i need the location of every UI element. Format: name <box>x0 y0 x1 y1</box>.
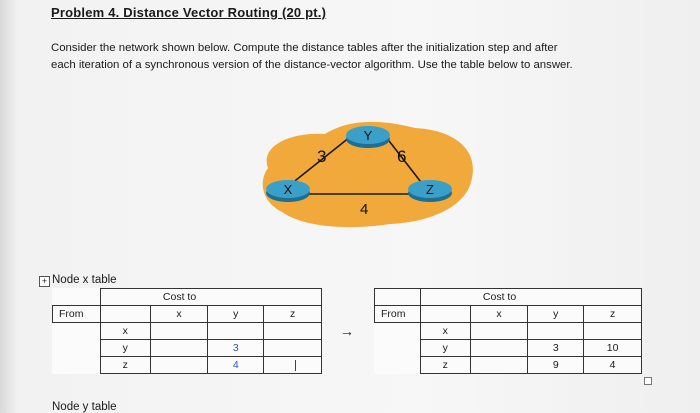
node-z-label: Z <box>426 182 434 197</box>
table-cell[interactable]: 9 <box>528 357 584 374</box>
table-cell[interactable] <box>528 323 584 340</box>
cost-to-header: Cost to <box>100 289 321 306</box>
cost-to-header: Cost to <box>420 289 641 306</box>
table-cell[interactable] <box>208 323 264 340</box>
table-row <box>53 323 322 340</box>
table-cell[interactable]: 4 <box>584 357 642 374</box>
problem-description-line-2: each iteration of a synchronous version of the distance-vector algorithm. Use the table below to answer. <box>51 59 573 71</box>
table-row <box>53 340 322 357</box>
col-header-y: y <box>528 306 584 323</box>
node-y-label: Y <box>363 128 373 143</box>
problem-title: Problem 4. Distance Vector Routing (20 pt.) <box>51 5 327 20</box>
table-cell[interactable] <box>150 357 208 374</box>
table-row <box>375 357 642 374</box>
table-cell[interactable] <box>470 340 528 357</box>
table-cell[interactable]: 3 <box>208 340 264 357</box>
router-y-icon <box>346 126 390 148</box>
row-header-y: y <box>420 340 470 357</box>
text-cursor-icon <box>295 360 298 371</box>
row-header-y: y <box>100 340 150 357</box>
row-header-z: z <box>420 357 470 374</box>
row-header-x: x <box>420 323 470 340</box>
table-row <box>53 357 322 374</box>
expand-plus-icon[interactable]: + <box>39 276 50 287</box>
resize-handle-icon[interactable] <box>644 377 652 385</box>
col-header-y: y <box>208 306 264 323</box>
edge-cost-xy: 3 <box>317 147 327 166</box>
col-header-z: z <box>584 306 642 323</box>
table-cell[interactable]: 4 <box>208 357 264 374</box>
table-cell[interactable] <box>470 357 528 374</box>
row-header-z: z <box>100 357 150 374</box>
table-cell[interactable] <box>264 340 322 357</box>
node-x-table-label: Node x table <box>52 274 117 286</box>
table-cell[interactable] <box>470 323 528 340</box>
next-iteration-table <box>374 288 642 374</box>
col-header-x: x <box>150 306 208 323</box>
table-cell[interactable]: 3 <box>528 340 584 357</box>
problem-description-line-1: Consider the network shown below. Compute the distance tables after the initialization step and after <box>51 42 558 54</box>
table-cell[interactable] <box>264 323 322 340</box>
table-cell[interactable] <box>150 340 208 357</box>
table-row <box>375 323 642 340</box>
node-y-table-label: Node y table <box>52 401 117 413</box>
table-cell[interactable] <box>150 323 208 340</box>
table-cell[interactable] <box>584 323 642 340</box>
row-header-x: x <box>100 323 150 340</box>
table-row <box>375 340 642 357</box>
edge-cost-xz: 4 <box>360 201 369 218</box>
node-x-label: X <box>283 182 293 197</box>
col-header-z: z <box>264 306 322 323</box>
from-header: From <box>375 306 421 323</box>
node-x-table <box>52 288 322 374</box>
col-header-x: x <box>470 306 528 323</box>
edge-cost-yz: 6 <box>397 147 407 166</box>
arrow-right-icon: → <box>340 323 354 339</box>
network-diagram <box>250 120 480 230</box>
table-cell[interactable]: 10 <box>584 340 642 357</box>
router-x-icon <box>266 180 310 202</box>
from-header: From <box>53 306 101 323</box>
router-z-icon <box>408 180 452 202</box>
table-cell[interactable] <box>264 357 322 374</box>
